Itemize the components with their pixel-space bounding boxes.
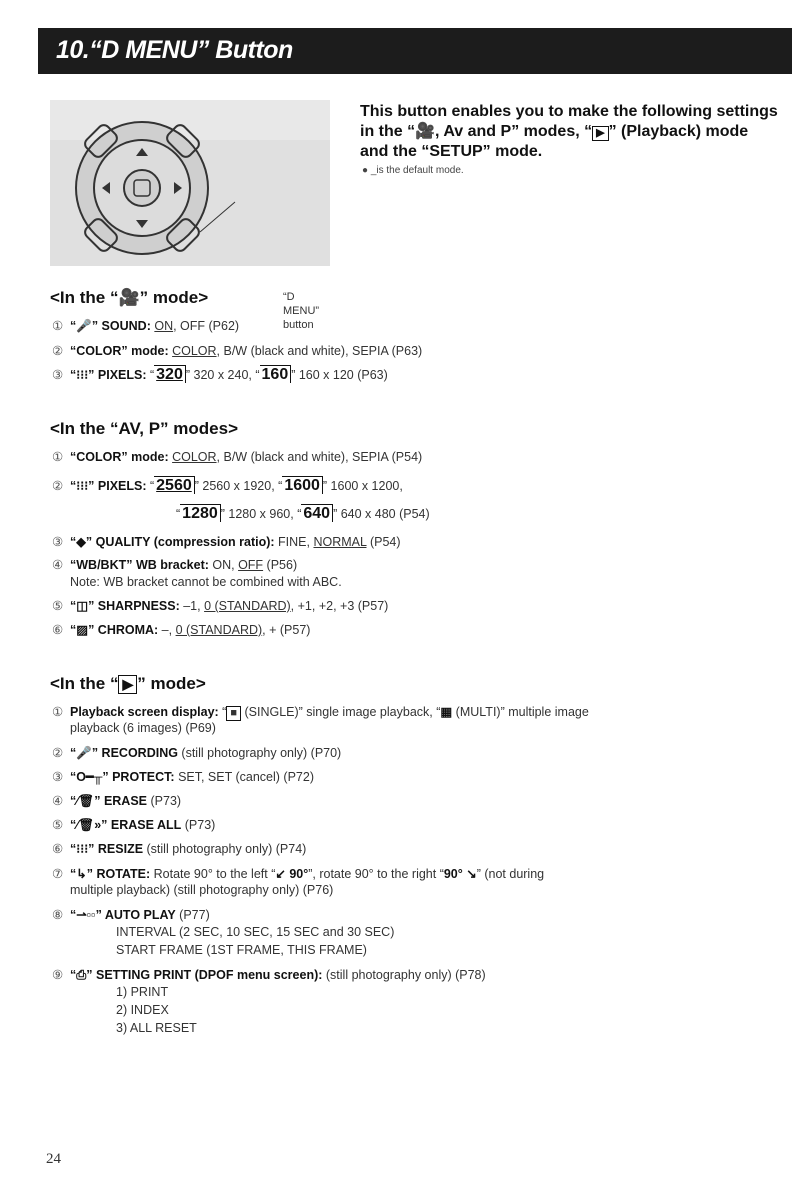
text-fragment: “: [70, 968, 77, 982]
text-fragment: 640: [301, 504, 333, 522]
text-fragment: ” ERASE: [94, 794, 148, 808]
text-fragment: ” 640 x 480 (P54): [333, 507, 430, 521]
pixels-icon: ⁝⁝⁝: [76, 368, 89, 382]
multi-image-icon: ▦: [440, 705, 453, 719]
avp-chroma-item: [52, 622, 310, 638]
playback-mode-heading: [50, 674, 206, 694]
text-fragment: OFF: [238, 558, 264, 572]
rotate-right-icon: 90° ↘: [443, 867, 477, 881]
text-fragment: (P73): [147, 794, 182, 808]
text-fragment: ” RESIZE: [88, 842, 144, 856]
text-fragment: “: [70, 599, 77, 613]
pixels-icon: ⁝⁝⁝: [76, 479, 89, 493]
text-fragment: 0 (STANDARD): [175, 623, 263, 637]
auto-play-interval: INTERVAL (2 SEC, 10 SEC, 15 SEC and 30 SEC): [116, 925, 395, 939]
text-fragment: ” RECORDING: [91, 746, 178, 760]
print-option-all-reset: 3) ALL RESET: [116, 1021, 197, 1035]
text-fragment: (P77): [175, 908, 210, 922]
text-fragment: “: [70, 794, 77, 808]
text-fragment: ” CHROMA:: [88, 623, 159, 637]
erase-icon: ⁄🗑: [76, 794, 95, 808]
text-fragment: ” QUALITY (compression ratio):: [85, 535, 275, 549]
text-fragment: ⑧: [52, 908, 64, 922]
text-fragment: ④: [52, 794, 64, 808]
playback-rotate-item: [52, 866, 544, 882]
sharpness-icon: ◫: [76, 599, 89, 613]
text-fragment: SET, SET (cancel) (P72): [174, 770, 314, 784]
text-fragment: “: [70, 818, 77, 832]
text-fragment: ” mode>: [137, 674, 206, 693]
playback-erase-item: [52, 793, 181, 809]
text-fragment: ” SOUND:: [91, 319, 151, 333]
text-fragment: “: [70, 867, 77, 881]
text-fragment: , OFF (P62): [173, 319, 240, 333]
text-fragment: 320: [154, 365, 186, 383]
movie-icon: 🎥: [415, 123, 436, 140]
playback-display-item: [52, 704, 589, 721]
text-fragment: ⑨: [52, 968, 64, 982]
playback-print-item: [52, 967, 486, 983]
avp-mode-heading: <In the “AV, P” modes>: [50, 419, 239, 438]
text-fragment: “: [70, 842, 77, 856]
text-fragment: 0 (STANDARD): [204, 599, 291, 613]
microphone-icon: 🎤: [76, 319, 92, 333]
text-fragment: (still photography only) (P70): [177, 746, 342, 760]
text-fragment: ①: [52, 319, 64, 333]
playback-icon: ▶: [592, 126, 608, 141]
text-fragment: “: [70, 746, 77, 760]
text-fragment: ④: [52, 558, 64, 572]
playback-icon: ▶: [118, 675, 137, 694]
text-fragment: (MULTI)” multiple image: [452, 705, 589, 719]
movie-mode-heading: [50, 288, 208, 308]
playback-protect-item: [52, 769, 314, 785]
control-dial-illustration: [50, 100, 330, 266]
text-fragment: COLOR: [172, 344, 217, 358]
text-fragment: ” 2560 x 1920, “: [194, 479, 283, 493]
playback-rotate-cont: multiple playback) (still photography only) (P76): [70, 883, 334, 897]
text-fragment: ” mode>: [139, 288, 209, 307]
text-fragment: (SINGLE)” single image playback, “: [241, 705, 441, 719]
text-fragment: ” ERASE ALL: [101, 818, 182, 832]
d-menu-callout: [283, 290, 330, 332]
text-fragment: ⑤: [52, 599, 64, 613]
text-fragment: ①: [52, 705, 64, 719]
text-fragment: 1280: [180, 504, 221, 522]
text-fragment: 160: [260, 365, 292, 383]
avp-color-item: [52, 449, 422, 465]
text-fragment: ” SETTING PRINT (DPOF menu screen):: [86, 968, 323, 982]
text-fragment: ” PIXELS:: [88, 368, 147, 382]
text-fragment: “: [70, 770, 77, 784]
text-fragment: ON: [154, 319, 174, 333]
playback-recording-item: [52, 745, 341, 761]
text-fragment: “D MENU”: [283, 291, 320, 317]
playback-display-cont: playback (6 images) (P69): [70, 721, 216, 735]
text-fragment: ⑥: [52, 623, 64, 637]
page-number: 24: [46, 1151, 61, 1167]
text-fragment: Rotate 90° to the left “: [150, 867, 276, 881]
playback-resize-item: [52, 841, 306, 857]
text-fragment: –1,: [179, 599, 205, 613]
text-fragment: <In the “: [50, 674, 119, 693]
print-icon: ⎙: [76, 968, 87, 982]
playback-erase-all-item: [52, 817, 215, 833]
text-fragment: (P54): [366, 535, 401, 549]
text-fragment: ③: [52, 535, 64, 549]
text-fragment: 2560: [154, 476, 195, 494]
text-fragment: ” 320 x 240, “: [185, 368, 260, 382]
text-fragment: ②: [52, 479, 64, 493]
text-fragment: This button enables you to make the following settings in the “: [360, 103, 778, 140]
text-fragment: , B/W (black and white), SEPIA (P54): [216, 450, 423, 464]
playback-auto-play-item: [52, 907, 210, 923]
text-fragment: –,: [158, 623, 176, 637]
text-fragment: “: [70, 908, 77, 922]
text-fragment: COLOR: [172, 450, 217, 464]
pixels-icon: ⁝⁝⁝: [76, 842, 89, 856]
single-image-icon: ■: [226, 706, 241, 721]
header-banner: [38, 28, 792, 74]
rotate-left-icon: ↙ 90°: [275, 867, 309, 881]
rotate-icon: ↳: [76, 867, 87, 881]
text-fragment: ” PROTECT:: [102, 770, 175, 784]
text-fragment: ①: [52, 450, 64, 464]
text-fragment: (still photography only) (P78): [322, 968, 486, 982]
text-fragment: ②: [52, 746, 64, 760]
key-icon: O━╥: [76, 770, 103, 784]
avp-pixels-item-cont: “ 1280 ” 1280 x 960, “ 640 ” 640 x 480 (P54): [176, 505, 430, 522]
text-fragment: ③: [52, 368, 64, 382]
intro-text: [360, 102, 780, 162]
text-fragment: , +1, +2, +3 (P57): [290, 599, 389, 613]
page-title: 10.“D MENU” Button: [56, 36, 293, 64]
chroma-icon: ▨: [76, 623, 89, 637]
print-option-print: 1) PRINT: [116, 985, 169, 999]
text-fragment: ” (Playback) mode and the “SETUP” mode.: [360, 123, 749, 160]
wb-note: Note: WB bracket cannot be combined with ABC.: [70, 575, 342, 589]
text-fragment: ” PIXELS:: [88, 479, 147, 493]
text-fragment: <In the “: [50, 288, 119, 307]
erase-all-icon: ⁄🗑»: [76, 818, 102, 832]
text-fragment: “COLOR” mode:: [70, 450, 169, 464]
auto-play-icon: ⇀▫▫: [76, 908, 96, 922]
text-fragment: ⑦: [52, 867, 64, 881]
microphone-icon: 🎤: [76, 746, 92, 760]
auto-play-start-frame: START FRAME (1ST FRAME, THIS FRAME): [116, 943, 367, 957]
text-fragment: Playback screen display:: [70, 705, 219, 719]
text-fragment: , + (P57): [262, 623, 311, 637]
movie-icon: 🎥: [118, 288, 140, 307]
text-fragment: button: [283, 319, 314, 331]
text-fragment: “COLOR” mode:: [70, 344, 169, 358]
text-fragment: “WB/BKT” WB bracket:: [70, 558, 209, 572]
text-fragment: (P56): [263, 558, 298, 572]
print-option-index: 2) INDEX: [116, 1003, 169, 1017]
quality-icon: ◆: [76, 535, 86, 549]
text-fragment: ⑤: [52, 818, 64, 832]
text-fragment: “: [70, 623, 77, 637]
text-fragment: “: [70, 319, 77, 333]
avp-wb-item: [52, 557, 297, 573]
text-fragment: 1600: [282, 476, 323, 494]
text-fragment: ②: [52, 344, 64, 358]
avp-quality-item: [52, 534, 401, 550]
text-fragment: ” AUTO PLAY: [95, 908, 176, 922]
default-mode-note: ● _is the default mode.: [362, 165, 464, 176]
text-fragment: ”, rotate 90° to the right “: [308, 867, 444, 881]
movie-sound-item: [52, 318, 239, 334]
text-fragment: “: [70, 535, 77, 549]
text-fragment: ” SHARPNESS:: [88, 599, 180, 613]
text-fragment: ” 1280 x 960, “: [220, 507, 302, 521]
text-fragment: , Av and P” modes, “: [435, 123, 593, 140]
movie-pixels-item: ③ “⁝⁝⁝” PIXELS: “ 320 ” 320 x 240, “ 160 ” 160 x 120 (P63): [52, 366, 388, 383]
text-fragment: NORMAL: [313, 535, 367, 549]
text-fragment: ” (not during: [476, 867, 545, 881]
movie-color-item: [52, 343, 422, 359]
text-fragment: “: [70, 479, 77, 493]
text-fragment: (still photography only) (P74): [143, 842, 307, 856]
text-fragment: ⑥: [52, 842, 64, 856]
text-fragment: ” 160 x 120 (P63): [291, 368, 388, 382]
text-fragment: “: [218, 705, 227, 719]
avp-pixels-item: ② “⁝⁝⁝” PIXELS: “ 2560 ” 2560 x 1920, “ 1600 ” 1600 x 1200,: [52, 477, 403, 494]
avp-sharpness-item: [52, 598, 388, 614]
text-fragment: “: [70, 368, 77, 382]
text-fragment: ” 1600 x 1200,: [322, 479, 403, 493]
text-fragment: (P73): [181, 818, 216, 832]
text-fragment: ③: [52, 770, 64, 784]
text-fragment: ON,: [208, 558, 239, 572]
text-fragment: FINE,: [274, 535, 314, 549]
text-fragment: ” ROTATE:: [86, 867, 151, 881]
text-fragment: , B/W (black and white), SEPIA (P63): [216, 344, 423, 358]
